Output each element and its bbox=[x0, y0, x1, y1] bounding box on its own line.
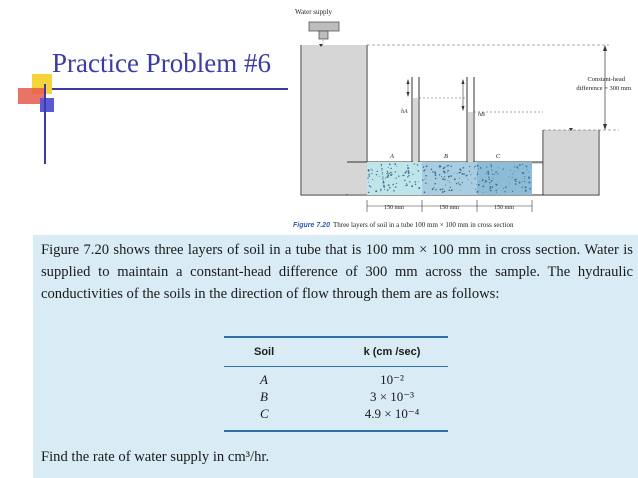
soil-particle bbox=[379, 176, 380, 177]
soil-particle bbox=[488, 179, 489, 180]
soil-particle bbox=[525, 186, 527, 188]
soil-particle bbox=[445, 184, 446, 185]
soil-particle bbox=[470, 174, 471, 175]
soil-particle bbox=[456, 183, 457, 184]
soil-particle bbox=[387, 172, 388, 173]
soil-particle bbox=[526, 166, 528, 168]
soil-particle bbox=[394, 163, 396, 165]
soil-particle bbox=[447, 180, 448, 181]
soil-particle bbox=[463, 173, 465, 175]
soil-particle bbox=[526, 169, 527, 170]
soil-particle bbox=[404, 175, 405, 176]
slide-title: Practice Problem #6 bbox=[52, 48, 271, 78]
soil-particle bbox=[383, 178, 384, 179]
soil-particle bbox=[496, 192, 497, 193]
soil-particle bbox=[512, 173, 513, 174]
soil-particle bbox=[478, 190, 479, 191]
dimension-label-a: 150 mm bbox=[384, 205, 404, 211]
soil-particle bbox=[457, 173, 458, 174]
soil-particle bbox=[483, 186, 485, 188]
soil-particle bbox=[423, 166, 425, 168]
soil-particle bbox=[443, 168, 444, 169]
table-header-soil: Soil bbox=[254, 346, 275, 358]
dimension-label-b: 150 mm bbox=[439, 205, 459, 211]
soil-particle bbox=[432, 171, 434, 173]
soil-particle bbox=[382, 170, 383, 171]
soil-particle bbox=[488, 176, 489, 177]
soil-particle bbox=[414, 181, 415, 182]
soil-particle bbox=[441, 166, 442, 167]
soil-particle bbox=[383, 186, 385, 188]
water-supply-label: Water supply bbox=[295, 8, 332, 16]
soil-particle bbox=[528, 177, 530, 179]
soil-particle bbox=[522, 181, 523, 182]
soil-particle bbox=[422, 179, 423, 180]
soil-particle bbox=[435, 174, 437, 176]
soil-label-a: A bbox=[390, 153, 394, 160]
soil-particle bbox=[382, 176, 383, 177]
soil-particle bbox=[528, 171, 529, 172]
soil-particle bbox=[415, 184, 416, 185]
soil-particle bbox=[482, 186, 483, 187]
label-hb: hB bbox=[478, 112, 485, 118]
soil-particle bbox=[388, 167, 389, 168]
soil-particle bbox=[518, 168, 519, 169]
soil-particle bbox=[389, 187, 391, 189]
soil-particle bbox=[432, 189, 434, 191]
soil-particle bbox=[459, 184, 461, 186]
soil-particle bbox=[478, 184, 480, 186]
soil-particle bbox=[418, 181, 419, 182]
soil-particle bbox=[474, 178, 475, 179]
soil-particle bbox=[425, 169, 426, 170]
soil-particle bbox=[382, 172, 383, 173]
soil-particle bbox=[431, 169, 433, 171]
soil-particle bbox=[447, 172, 448, 173]
bullet-decoration bbox=[18, 74, 58, 164]
figure-caption-text: Three layers of soil in a tube 100 mm × 100 mm in cross section bbox=[332, 221, 514, 229]
soil-particle bbox=[462, 182, 463, 183]
soil-particle bbox=[463, 167, 465, 169]
soil-particle bbox=[421, 164, 422, 165]
figure-caption bbox=[293, 221, 513, 229]
soil-particle bbox=[449, 182, 450, 183]
soil-particle bbox=[376, 174, 377, 175]
soil-particle bbox=[375, 190, 377, 192]
soil-particle bbox=[487, 173, 489, 175]
soil-particle bbox=[408, 172, 410, 174]
soil-particle bbox=[381, 165, 382, 166]
soil-particle bbox=[407, 168, 408, 169]
soil-layer-c bbox=[477, 162, 532, 195]
soil-label-c: C bbox=[495, 153, 501, 160]
soil-particle bbox=[387, 176, 389, 178]
soil-particle bbox=[519, 164, 521, 166]
soil-particle bbox=[418, 187, 420, 189]
soil-particle bbox=[509, 183, 510, 184]
soil-particle bbox=[524, 178, 525, 179]
figure-diagram bbox=[289, 0, 638, 232]
soil-particle bbox=[385, 177, 386, 178]
soil-particle bbox=[467, 175, 468, 176]
soil-particle bbox=[395, 186, 396, 187]
soil-particle bbox=[417, 164, 419, 166]
table-cell-soil: C bbox=[260, 406, 269, 421]
soil-particle bbox=[406, 184, 408, 186]
soil-particle bbox=[505, 187, 507, 189]
soil-particle bbox=[412, 174, 413, 175]
soil-particle bbox=[486, 173, 487, 174]
soil-particle bbox=[474, 167, 475, 168]
soil-particle bbox=[475, 166, 476, 167]
soil-layer-a bbox=[367, 162, 422, 195]
dimension-label-c: 150 mm bbox=[494, 205, 514, 211]
soil-particle bbox=[529, 183, 530, 184]
soil-particle bbox=[411, 185, 413, 187]
soil-particle bbox=[514, 166, 515, 167]
table-cell-k: 3 × 10⁻³ bbox=[369, 389, 415, 404]
soil-particle bbox=[439, 165, 441, 167]
soil-particle bbox=[450, 166, 452, 168]
soil-particle bbox=[384, 189, 385, 190]
soil-particle bbox=[395, 178, 396, 179]
soil-particle bbox=[435, 178, 437, 180]
soil-particle bbox=[498, 167, 499, 168]
soil-particle bbox=[391, 168, 392, 169]
problem-question: Find the rate of water supply in cm³/hr. bbox=[41, 449, 270, 465]
soil-particle bbox=[462, 173, 464, 175]
soil-particle bbox=[370, 169, 371, 170]
soil-particle bbox=[383, 181, 384, 182]
soil-particle bbox=[486, 166, 487, 167]
soil-particle bbox=[469, 171, 470, 172]
soil-particle bbox=[408, 175, 409, 176]
soil-particle bbox=[496, 190, 497, 191]
soil-particle bbox=[402, 175, 404, 177]
soil-particle bbox=[444, 190, 446, 192]
soil-particle bbox=[495, 184, 496, 185]
soil-particle bbox=[392, 184, 394, 186]
soil-particle bbox=[489, 182, 490, 183]
soil-particle bbox=[442, 178, 444, 180]
soil-particle bbox=[522, 164, 523, 165]
soil-particle bbox=[530, 164, 531, 165]
soil-particle bbox=[492, 178, 493, 179]
soil-particle bbox=[524, 181, 525, 182]
soil-particle bbox=[407, 176, 408, 177]
table-header-k: k (cm /sec) bbox=[363, 346, 421, 358]
soil-particle bbox=[448, 176, 449, 177]
soil-particle bbox=[450, 187, 451, 188]
soil-particle bbox=[424, 179, 425, 180]
figure-caption-label: Figure 7.20 bbox=[293, 222, 330, 229]
soil-particle bbox=[468, 179, 469, 180]
soil-particle bbox=[529, 188, 531, 190]
soil-particle bbox=[368, 192, 370, 194]
soil-particle bbox=[490, 164, 491, 165]
soil-particle bbox=[368, 182, 369, 183]
supply-tap bbox=[319, 31, 328, 39]
soil-particle bbox=[493, 174, 494, 175]
soil-particle bbox=[388, 184, 390, 186]
soil-particle bbox=[389, 164, 391, 166]
soil-particle bbox=[460, 172, 461, 173]
soil-particle bbox=[392, 174, 393, 175]
soil-particle bbox=[367, 177, 368, 178]
soil-particle bbox=[508, 176, 509, 177]
soil-particle bbox=[503, 188, 504, 189]
soil-particle bbox=[371, 173, 372, 174]
soil-particle bbox=[381, 164, 382, 165]
label-ha: hA bbox=[401, 109, 408, 115]
soil-particle bbox=[451, 189, 453, 191]
soil-particle bbox=[372, 179, 373, 180]
soil-particle bbox=[406, 183, 407, 184]
soil-particle bbox=[398, 175, 399, 176]
soil-particle bbox=[381, 168, 382, 169]
soil-particle bbox=[444, 172, 446, 174]
constant-head-label-line2: difference = 300 mm bbox=[576, 85, 631, 92]
soil-particle bbox=[434, 172, 436, 174]
soil-particle bbox=[441, 176, 442, 177]
soil-particle bbox=[475, 189, 476, 190]
soil-particle bbox=[519, 182, 521, 184]
soil-particle bbox=[480, 167, 482, 169]
soil-particle bbox=[483, 192, 484, 193]
soil-particle bbox=[370, 187, 371, 188]
table-bottom-rule bbox=[224, 430, 448, 432]
soil-particle bbox=[387, 189, 389, 191]
soil-particle bbox=[465, 175, 467, 177]
soil-particle bbox=[405, 172, 406, 173]
constant-head-label-line1: Constant-head bbox=[587, 76, 625, 83]
soil-particle bbox=[492, 174, 493, 175]
soil-particle bbox=[496, 184, 498, 186]
soil-particle bbox=[525, 189, 526, 190]
table-cell-soil: B bbox=[260, 389, 268, 404]
soil-particle bbox=[377, 171, 378, 172]
soil-particle bbox=[492, 186, 494, 188]
soil-particle bbox=[459, 172, 461, 174]
soil-particle bbox=[390, 172, 392, 174]
soil-particle bbox=[514, 179, 515, 180]
soil-particle bbox=[424, 191, 426, 193]
soil-particle bbox=[414, 163, 415, 164]
soil-particle bbox=[369, 185, 370, 186]
soil-particle bbox=[515, 181, 516, 182]
soil-particle bbox=[439, 174, 440, 175]
soil-particle bbox=[426, 165, 428, 167]
soil-particle bbox=[446, 165, 447, 166]
soil-particle bbox=[383, 185, 384, 186]
soil-particle bbox=[478, 168, 479, 169]
soil-particle bbox=[485, 180, 487, 182]
soil-particle bbox=[382, 179, 383, 180]
soil-particle bbox=[443, 189, 444, 190]
soil-particle bbox=[459, 178, 460, 179]
soil-particle bbox=[372, 170, 373, 171]
soil-particle bbox=[380, 189, 382, 191]
title-underline bbox=[36, 88, 288, 90]
soil-particle bbox=[475, 178, 476, 179]
problem-statement: Figure 7.20 shows three layers of soil in a tube that is 100 mm × 100 mm in cross section. Water is supplied to maintain a constant-head difference of 300 mm across the sample. The hydraulic conductivities of the soils in the direction of flow through them are as follows: bbox=[41, 242, 633, 302]
supply-pipe bbox=[309, 22, 339, 31]
soil-particle bbox=[447, 170, 449, 172]
soil-particle bbox=[460, 190, 461, 191]
table-cell-soil: A bbox=[260, 372, 268, 387]
soil-particle bbox=[477, 172, 478, 173]
soil-particle bbox=[444, 179, 446, 181]
soil-particle bbox=[471, 182, 472, 183]
table-top-rule bbox=[224, 336, 448, 338]
soil-particle bbox=[383, 182, 385, 184]
soil-particle bbox=[406, 170, 407, 171]
soil-particle bbox=[433, 187, 434, 188]
soil-particle bbox=[444, 176, 445, 177]
soil-particle bbox=[469, 166, 470, 167]
soil-particle bbox=[479, 181, 480, 182]
soil-particle bbox=[454, 173, 455, 174]
soil-particle bbox=[487, 171, 489, 173]
soil-particle bbox=[450, 175, 452, 177]
soil-particle bbox=[396, 183, 397, 184]
right-reservoir-water bbox=[544, 130, 598, 194]
soil-particle bbox=[495, 171, 497, 173]
soil-particle bbox=[380, 190, 381, 191]
soil-particle bbox=[389, 173, 390, 174]
soil-particle bbox=[447, 165, 448, 166]
table-header-rule bbox=[224, 366, 448, 367]
soil-particle bbox=[448, 189, 450, 191]
soil-particle bbox=[382, 174, 383, 175]
soil-particle bbox=[407, 165, 408, 166]
soil-particle bbox=[386, 173, 387, 174]
soil-particle bbox=[491, 169, 492, 170]
soil-particle bbox=[458, 182, 459, 183]
soil-particle bbox=[442, 191, 444, 193]
soil-particle bbox=[425, 175, 427, 177]
soil-particle bbox=[387, 174, 389, 176]
soil-particle bbox=[522, 187, 523, 188]
soil-particle bbox=[510, 170, 511, 171]
soil-permeameter-figure bbox=[289, 0, 638, 232]
soil-particle bbox=[435, 189, 436, 190]
soil-particle bbox=[491, 166, 492, 167]
table-cell-k: 10⁻² bbox=[380, 372, 404, 387]
soil-particle bbox=[504, 191, 505, 192]
soil-particle bbox=[393, 190, 395, 192]
soil-particle bbox=[418, 170, 419, 171]
soil-particle bbox=[369, 175, 370, 176]
soil-particle bbox=[484, 182, 485, 183]
soil-particle bbox=[368, 170, 370, 172]
soil-particle bbox=[407, 170, 409, 172]
soil-particle bbox=[425, 182, 427, 184]
soil-particle bbox=[434, 183, 436, 185]
soil-particle bbox=[459, 168, 461, 170]
soil-particle bbox=[514, 171, 515, 172]
soil-particle bbox=[368, 174, 370, 176]
soil-particle bbox=[440, 189, 442, 191]
soil-particle bbox=[490, 189, 492, 191]
soil-particle bbox=[476, 184, 477, 185]
soil-particle bbox=[404, 180, 406, 182]
soil-particle bbox=[512, 177, 513, 178]
soil-particle bbox=[408, 168, 409, 169]
soil-particle bbox=[516, 167, 518, 169]
soil-particle bbox=[454, 178, 456, 180]
soil-particle bbox=[489, 187, 491, 189]
soil-particle bbox=[396, 166, 397, 167]
soil-particle bbox=[522, 172, 524, 174]
soil-particle bbox=[390, 168, 391, 169]
soil-particle bbox=[516, 179, 517, 180]
soil-particle bbox=[482, 179, 484, 181]
soil-particle bbox=[387, 171, 388, 172]
soil-particle bbox=[503, 169, 504, 170]
soil-label-b: B bbox=[444, 153, 448, 160]
soil-particle bbox=[512, 191, 513, 192]
soil-particle bbox=[524, 176, 525, 177]
soil-particle bbox=[477, 165, 479, 167]
soil-particle bbox=[491, 180, 493, 182]
soil-particle bbox=[515, 183, 517, 185]
soil-particle bbox=[395, 171, 396, 172]
problem-box bbox=[33, 235, 638, 478]
soil-particle bbox=[409, 182, 410, 183]
soil-particle bbox=[497, 173, 498, 174]
soil-particle bbox=[490, 186, 491, 187]
table-cell-k: 4.9 × 10⁻⁴ bbox=[364, 406, 420, 421]
soil-particle bbox=[477, 174, 479, 176]
